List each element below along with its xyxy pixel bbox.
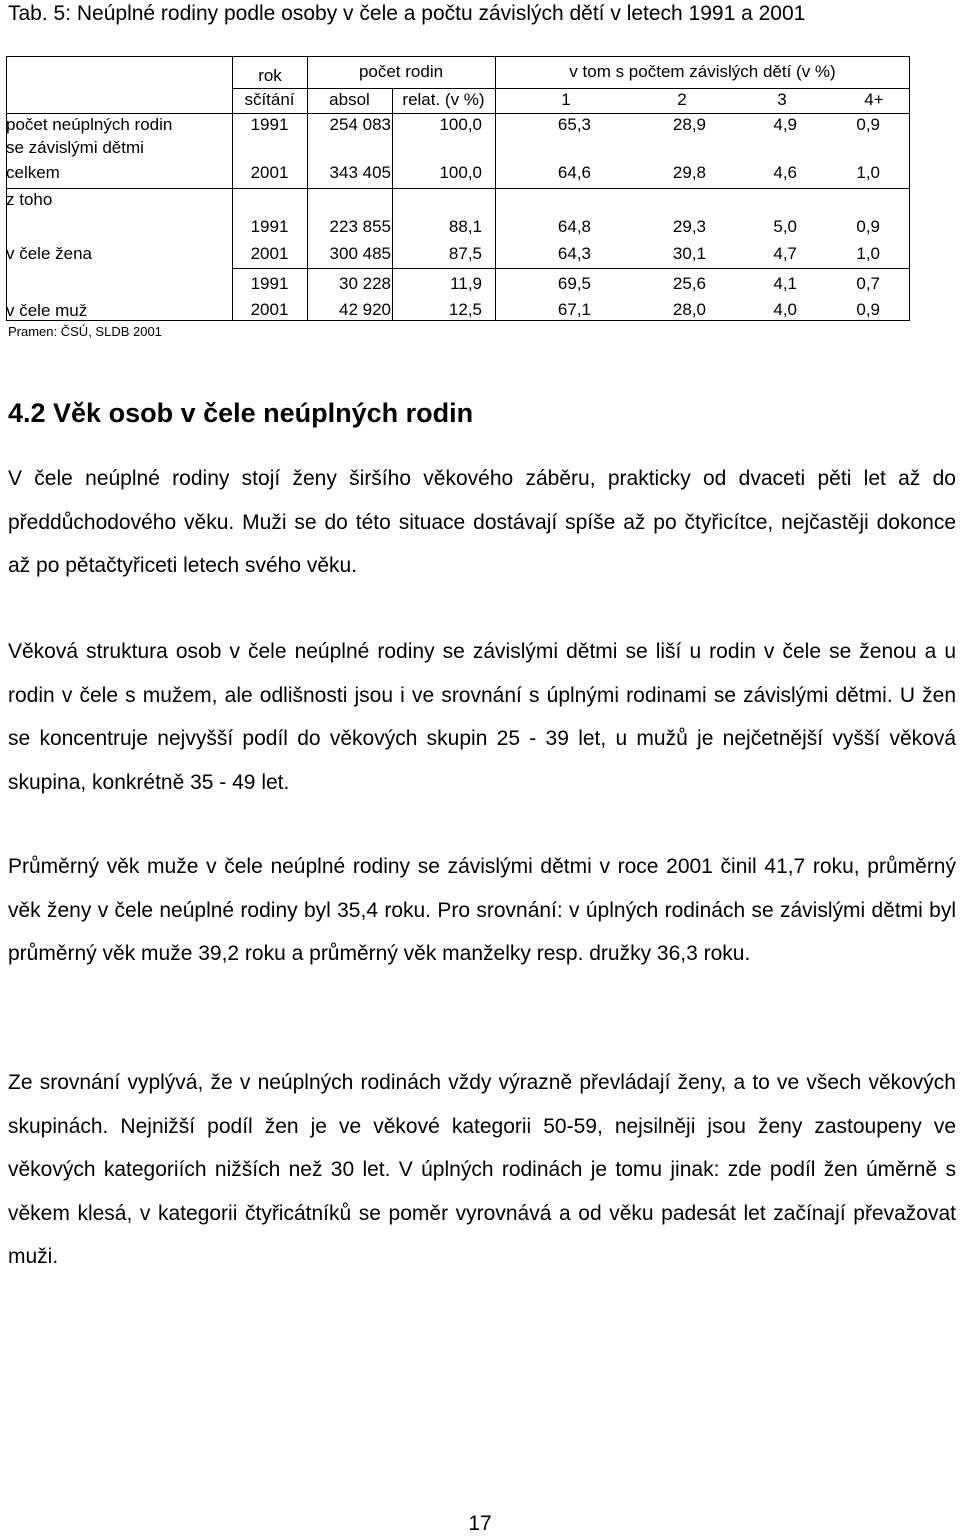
page-number: 17	[468, 1512, 492, 1535]
cell-absol: 42 920	[339, 300, 391, 319]
paragraph: Věková struktura osob v čele neúplné rodiny se závislými dětmi se liší u rodin v čele se ženou a u rodin v čele s mužem, ale odlišnosti jsou i ve srovnání s úplnými rodinami se závislými dětmi. U žen se koncentruje nejvyšší podíl do věkových skupin 25 - 39 let, u mužů je nejčetnější vyšší věková skupina, konkrétně 35 - 49 let.	[8, 640, 956, 794]
cell-4: 0,9	[856, 115, 880, 134]
cell-relat: 11,9	[450, 274, 482, 293]
data-table	[6, 56, 910, 321]
cell-year: 2001	[250, 163, 289, 182]
header-1-child: 1	[561, 90, 571, 109]
cell-4: 1,0	[856, 163, 880, 182]
cell-absol: 343 405	[329, 163, 391, 182]
cell-year: 2001	[250, 300, 289, 319]
cell-relat: 87,5	[448, 244, 482, 263]
cell-relat: 88,1	[448, 217, 482, 236]
cell-2: 29,3	[672, 217, 706, 236]
cell-3: 5,0	[773, 217, 797, 236]
cell-4: 1,0	[856, 244, 880, 263]
row-label-line: celkem	[6, 163, 60, 182]
cell-absol: 223 855	[329, 217, 391, 236]
cell-2: 30,1	[672, 244, 706, 263]
row-label-zena: v čele žena	[6, 244, 92, 263]
cell-relat: 100,0	[439, 163, 482, 182]
cell-2: 28,9	[672, 115, 706, 134]
cell-relat: 12,5	[448, 300, 482, 319]
cell-2: 28,0	[672, 300, 706, 319]
cell-1: 67,1	[557, 300, 591, 319]
cell-absol: 300 485	[329, 244, 391, 263]
cell-2: 25,6	[672, 274, 706, 293]
row-label-line: počet neúplných rodin	[6, 115, 173, 134]
cell-1: 65,3	[557, 115, 591, 134]
cell-year: 2001	[250, 244, 289, 263]
row-label-muz: v čele muž	[6, 301, 88, 320]
cell-4: 0,9	[856, 300, 880, 319]
table-rule	[6, 188, 910, 189]
header-2-children: 2	[677, 90, 687, 109]
cell-absol: 30 228	[339, 274, 391, 293]
cell-4: 0,9	[856, 217, 880, 236]
cell-3: 4,6	[773, 163, 797, 182]
table-source: Pramen: ČSÚ, SLDB 2001	[8, 324, 162, 339]
cell-year: 1991	[250, 274, 289, 293]
header-scitani: sčítání	[244, 90, 295, 109]
row-label-z-toho: z toho	[6, 190, 53, 209]
table-caption: Tab. 5: Neúplné rodiny podle osoby v čele a počtu závislých dětí v letech 1991 a 2001	[8, 2, 806, 25]
cell-3: 4,7	[773, 244, 797, 263]
cell-3: 4,9	[773, 115, 797, 134]
section-heading: 4.2 Věk osob v čele neúplných rodin	[8, 398, 474, 428]
cell-2: 29,8	[672, 163, 706, 182]
cell-3: 4,0	[773, 300, 797, 319]
paragraph: Průměrný věk muže v čele neúplné rodiny se závislými dětmi v roce 2001 činil 41,7 roku, průměrný věk ženy v čele neúplné rodiny byl 35,4 roku. Pro srovnání: v úplných rodinách se závislými dětmi byl průměrný věk muže 39,2 roku a průměrný věk manželky resp. družky 36,3 roku.	[8, 855, 956, 965]
header-4plus-children: 4+	[864, 90, 884, 109]
header-pocet-rodin: počet rodin	[358, 62, 444, 81]
cell-4: 0,7	[856, 274, 880, 293]
paragraph: Ze srovnání vyplývá, že v neúplných rodinách vždy výrazně převládají ženy, a to ve všech věkových skupinách. Nejnižší podíl žen je ve věkové kategorii 50-59, nejsilněji jsou ženy zastoupeny ve věkových kategoriích nižších než 30 let. V úplných rodinách je tomu jinak: zde podíl žen úměrně s věkem klesá, v kategorii čtyřicátníků se poměr vyrovnává a od věku padesát let začínají převažovat muži.	[8, 1071, 956, 1268]
cell-1: 64,3	[557, 244, 591, 263]
table-rule	[6, 113, 910, 114]
cell-1: 64,8	[557, 217, 591, 236]
cell-relat: 100,0	[439, 115, 482, 134]
cell-absol: 254 083	[329, 115, 391, 134]
table-rule	[232, 88, 910, 89]
cell-3: 4,1	[773, 274, 797, 293]
header-absol: absol	[329, 90, 370, 109]
header-relat: relat. (v %)	[402, 90, 485, 109]
row-label-line: se závislými dětmi	[6, 138, 144, 157]
cell-1: 64,6	[557, 163, 591, 182]
cell-1: 69,5	[557, 274, 591, 293]
header-rok: rok	[258, 66, 282, 85]
header-v-tom: v tom s počtem závislých dětí (v %)	[569, 62, 836, 81]
table-rule	[232, 268, 910, 269]
paragraph: V čele neúplné rodiny stojí ženy širšího věkového záběru, prakticky od dvaceti pěti let až do předdůchodového věku. Muži se do této situace dostávají spíše až po čtyřicítce, nejčastěji dokonce až po pětačtyřiceti letech svého věku.	[8, 467, 956, 577]
cell-year: 1991	[250, 217, 289, 236]
cell-year: 1991	[250, 115, 289, 134]
header-3-children: 3	[777, 90, 787, 109]
